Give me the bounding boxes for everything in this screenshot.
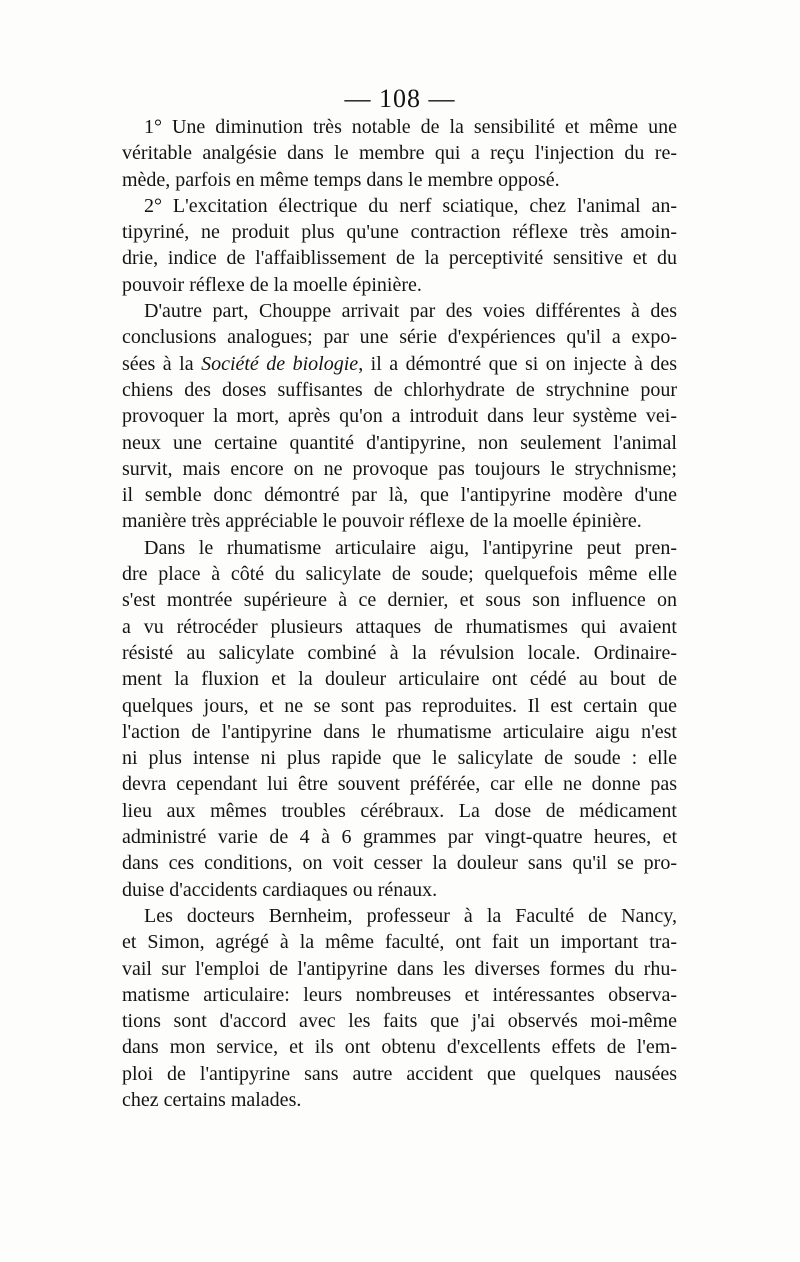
text-line: dans mon service, et ils ont obtenu d'excellents effets de l'em- — [122, 1036, 677, 1059]
text-line: il semble donc démontré par là, que l'antipyrine modère d'une — [122, 484, 677, 507]
text-line: a vu rétrocéder plusieurs attaques de rhumatismes qui avaient — [122, 615, 677, 638]
text-line: 1° Une diminution très notable de la sensibilité et même une — [144, 116, 677, 138]
journal-title: Société de biologie — [201, 352, 359, 375]
text-line: manière très appréciable le pouvoir réflexe de la moelle épinière. — [122, 510, 642, 533]
text-line: vail sur l'emploi de l'antipyrine dans les diverses formes du rhu- — [122, 957, 677, 980]
text-line: survit, mais encore on ne provoque pas toujours le strychnisme; — [122, 457, 677, 480]
text-run: sées à la — [122, 352, 202, 375]
text-line: dans ces conditions, on voit cesser la douleur sans qu'il se pro- — [122, 852, 677, 875]
text-line: D'autre part, Chouppe arrivait par des voies différentes à des — [144, 300, 677, 323]
text-line: ploi de l'antipyrine sans autre accident que quelques nausées — [122, 1062, 677, 1085]
text-line: ni plus intense ni plus rapide que le salicylate de soude : elle — [122, 747, 677, 770]
text-line: matisme articulaire: leurs nombreuses et intéressantes observa- — [122, 983, 677, 1006]
text-line: l'action de l'antipyrine dans le rhumatisme articulaire aigu n'est — [122, 720, 677, 743]
text-line: et Simon, agrégé à la même faculté, ont fait un important tra- — [122, 931, 677, 954]
text-line: drie, indice de l'affaiblissement de la perceptivité sensitive et du — [122, 247, 677, 270]
text-line: chiens des doses suffisantes de chlorhydrate de strychnine pour — [122, 378, 677, 401]
text-line: mède, parfois en même temps dans le membre opposé. — [122, 168, 560, 191]
body-text — [122, 114, 677, 1113]
text-line: véritable analgésie dans le membre qui a reçu l'injection du re- — [122, 142, 677, 165]
text-line: pouvoir réflexe de la moelle épinière. — [122, 273, 422, 296]
text-line: neux une certaine quantité d'antipyrine, non seulement l'animal — [122, 431, 677, 454]
text-line: s'est montrée supérieure à ce dernier, et sous son influence on — [122, 589, 677, 612]
text-line: provoquer la mort, après qu'on a introduit dans leur système vei- — [122, 405, 677, 428]
text-line: conclusions analogues; par une série d'expériences qu'il a expo- — [122, 326, 677, 349]
text-line: dre place à côté du salicylate de soude; quelquefois même elle — [122, 563, 677, 586]
text-line: lieu aux mêmes troubles cérébraux. La dose de médicament — [122, 799, 677, 822]
page-number: — 108 — — [344, 84, 456, 113]
text-line — [122, 351, 677, 377]
text-line: tipyriné, ne produit plus qu'une contraction réflexe très amoin- — [122, 221, 677, 244]
text-line: devra cependant lui être souvent préférée, car elle ne donne pas — [122, 773, 677, 796]
text-line: tions sont d'accord avec les faits que j'ai observés moi-même — [122, 1010, 677, 1033]
text-line: Les docteurs Bernheim, professeur à la Faculté de Nancy, — [144, 904, 677, 927]
text-line: chez certains malades. — [122, 1088, 302, 1111]
text-run: , il a démontré que si on injecte à des — [358, 352, 678, 375]
text-line: ment la fluxion et la douleur articulaire ont cédé au bout de — [122, 668, 677, 691]
text-line: duise d'accidents cardiaques ou rénaux. — [122, 878, 438, 901]
text-line: quelques jours, et ne se sont pas reproduites. Il est certain que — [122, 694, 677, 717]
text-line: 2° L'excitation électrique du nerf sciatique, chez l'animal an- — [144, 194, 677, 217]
text-line: résisté au salicylate combiné à la révulsion locale. Ordinaire- — [122, 641, 677, 664]
text-line: Dans le rhumatisme articulaire aigu, l'antipyrine peut pren- — [144, 536, 677, 559]
text-line: administré varie de 4 à 6 grammes par vingt-quatre heures, et — [122, 826, 677, 849]
